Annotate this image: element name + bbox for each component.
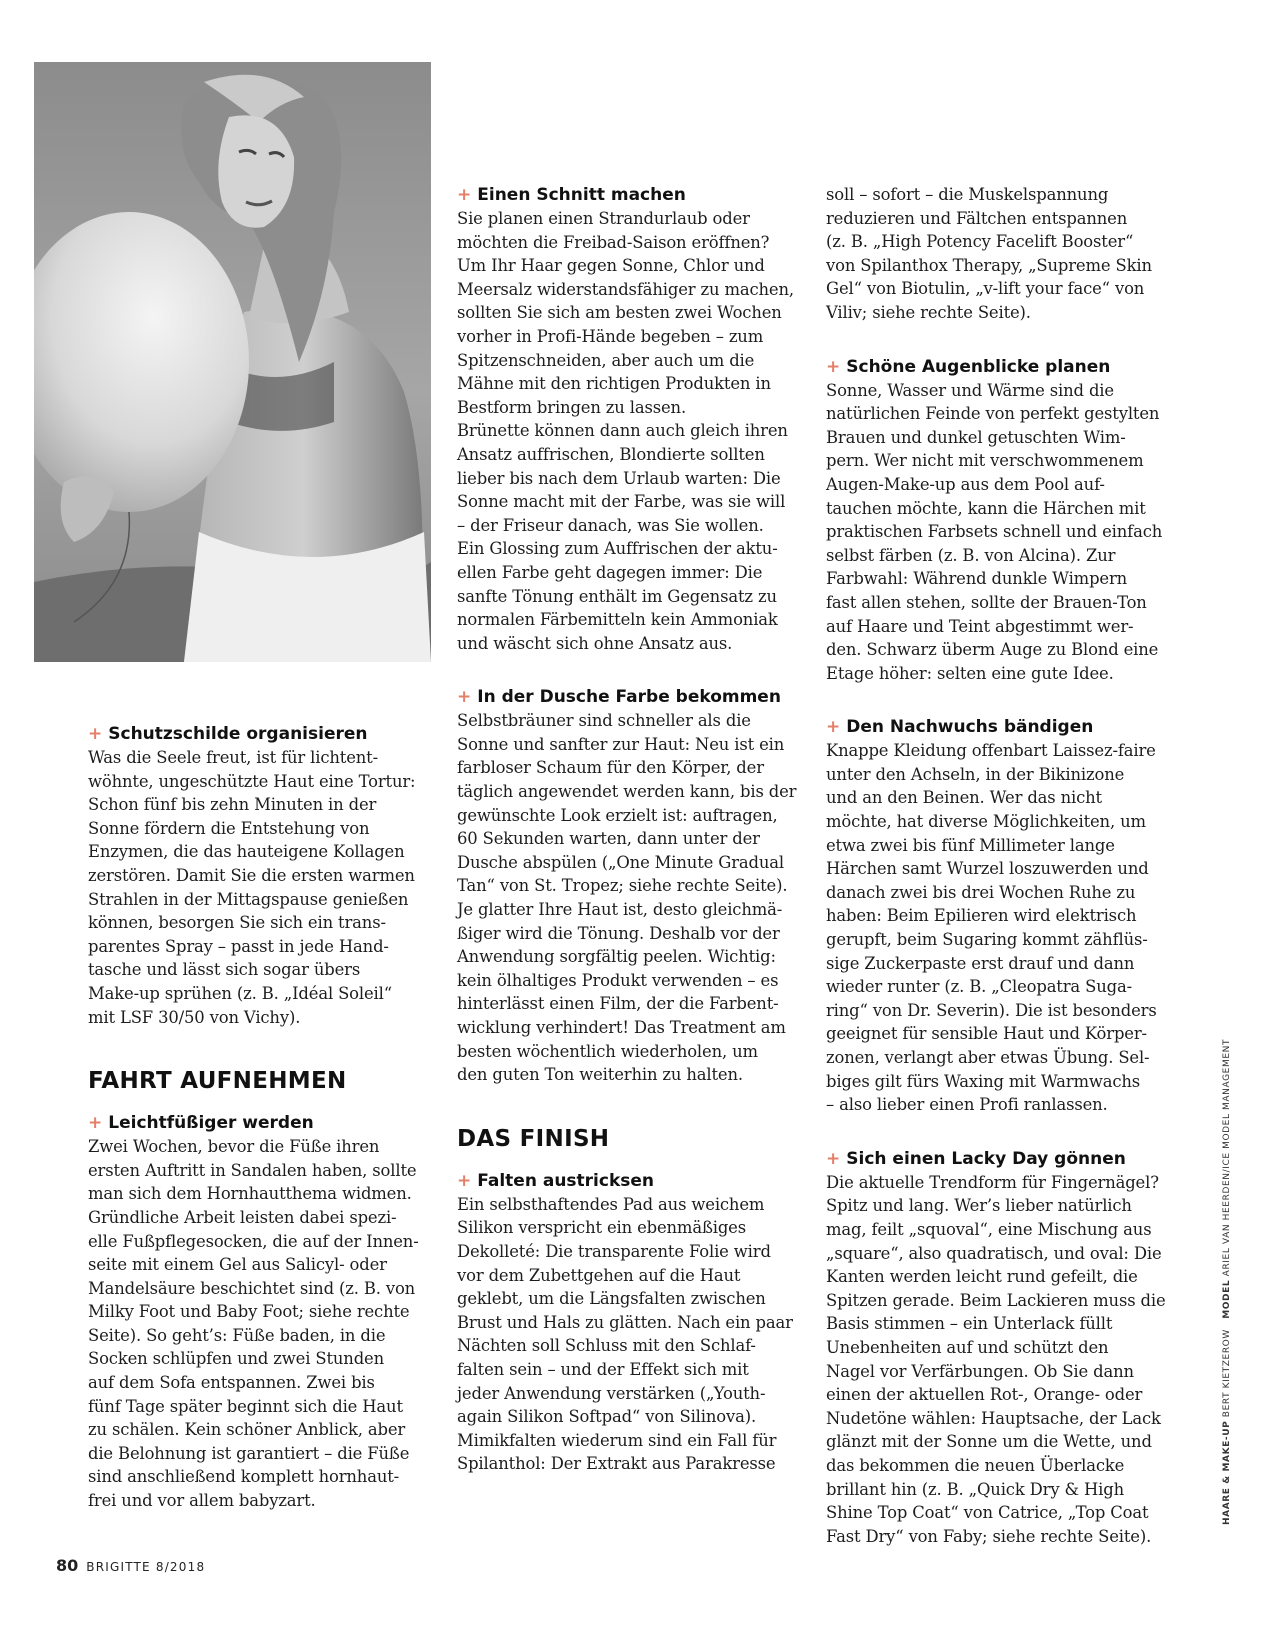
section-nachwuchs: [826, 715, 1171, 1117]
section-heading: [826, 355, 1171, 379]
plus-icon: +: [826, 717, 841, 738]
section-heading: [457, 1169, 802, 1193]
section-schnitt: [457, 183, 802, 655]
column-3: [826, 183, 1171, 1578]
section-dusche: [457, 685, 802, 1087]
plus-icon: +: [88, 724, 103, 744]
section-body: Knappe Kleidung offenbart Laissez-faire unter den Achseln, in der Bikinizone und an den Beinen. Wer das nicht möchte, hat diverse Möglichkeiten, um etwa zwei bis fünf Millimeter lange Härchen samt Wurzel loszuwerden und danach zwei bis drei Wochen Ruhe zu haben: Beim Epilieren wird elektrisch gerupft, beim Sugaring kommt zähflüs- sige Zuckerpaste erst drauf und dann wieder runter (z. B. „Cleopatra Suga- ring“ von Dr. Severin). Die ist besonders geeignet für sensible Haut und Körper- zonen, verlangt aber etwas Übung. Sel- biges gilt fürs Waxing mit Warmwachs – also lieber einen Profi ranlassen.: [826, 741, 1157, 1115]
section-augenblicke: [826, 355, 1171, 686]
plus-icon: +: [826, 1148, 841, 1169]
column-1: [88, 722, 433, 1543]
section-body: Sonne, Wasser und Wärme sind die natürlichen Feinde von perfekt gestylten Brauen und dunkel getuschten Wim- pern. Wer nicht mit verschwommenem Augen-Make-up aus dem Pool auf- tauchen möchte, kann die Härchen mit praktischen Farbsets schnell und einfach selbst färben (z. B. von Alcina). Zur Farbwahl: Während dunkle Wimpern fast allen stehen, sollte der Brauen-Ton auf Haare und Teint abgestimmt wer- den. Schwarz überm Auge zu Blond eine Etage höher: selten eine gute Idee.: [826, 380, 1163, 683]
plus-icon: +: [457, 687, 472, 708]
section-heading: [826, 715, 1171, 739]
magazine-issue: BRIGITTE 8/2018: [86, 1560, 206, 1574]
model-photo: [34, 62, 431, 662]
photo-credits: [1222, 1039, 1232, 1525]
section-body: Ein selbsthaftendes Pad aus weichem Silikon verspricht ein ebenmäßiges Dekolleté: Die transparente Folie wird vor dem Zubettgehen auf die Haut geklebt, um die Längsfalten zwischen Brust und Hals zu glätten. Nach ein paar Nächten soll Schluss mit den Schlaf- falten sein – und der Effekt sich mit jeder Anwendung verstärken („Youth- again Silikon Softpad“ von Silinova). Mimikfalten wiederum sind ein Fall für Spilanthol: Der Extrakt aus Parakresse: [457, 1194, 793, 1474]
section-heading: [457, 685, 802, 709]
section-body: Selbstbräuner sind schneller als die Sonne und sanfter zur Haut: Neu ist ein farbloser Schaum für den Körper, der täglich angewendet werden kann, bis der gewünschte Look erzielt ist: auftragen, 60 Sekunden warten, dann unter der Dusche abspülen („One Minute Gradual Tan“ von St. Tropez; siehe rechte Seite). Je glatter Ihre Haut ist, desto gleichmä- ßiger wird die Tönung. Deshalb vor der Anwendung sorgfältig peelen. Wichtig: kein ölhaltiges Produkt verwenden – es hinterlässt einen Film, der die Farbent- wicklung verhindert! Das Treatment am besten wöchentlich wiederholen, um den guten Ton weiterhin zu halten.: [457, 711, 797, 1085]
section-heading-text: Den Nachwuchs bändigen: [846, 717, 1094, 738]
page-footer: [56, 1556, 205, 1575]
credit-model-label: MODEL: [1222, 1279, 1232, 1319]
section-heading: [88, 722, 433, 746]
plus-icon: +: [88, 1113, 103, 1134]
major-title-das-finish: DAS FINISH: [457, 1125, 610, 1152]
section-heading-text: Schöne Augenblicke planen: [846, 356, 1111, 377]
section-body: Sie planen einen Strandurlaub oder möchten die Freibad-Saison eröffnen? Um Ihr Haar gegen Sonne, Chlor und Meersalz widerstandsfähiger zu machen, sollten Sie sich am besten zwei Wochen vorher in Profi-Hände begeben – zum Spitzenschneiden, aber auch um die Mähne mit den richtigen Produkten in Bestform bringen zu lassen. Brünette können dann auch gleich ihren Ansatz auffrischen, Blondierte sollten lieber bis nach dem Urlaub warten: Die Sonne macht mit der Farbe, was sie will – der Friseur danach, was Sie wollen. Ein Glossing zum Auffrischen der aktu- ellen Farbe geht dagegen immer: Die sanfte Tönung enthält im Gegensatz zu normalen Färbemitteln kein Ammoniak und wäscht sich ohne Ansatz aus.: [457, 209, 794, 653]
credit-model-name: ARIEL VAN HEERDEN/ICE MODEL MANAGEMENT: [1222, 1038, 1232, 1277]
section-body: Zwei Wochen, bevor die Füße ihren ersten Auftritt in Sandalen haben, sollte man sich dem Hornhautthema widmen. Gründliche Arbeit leisten dabei spezi- elle Fußpflegesocken, die auf der Innen- seite mit einem Gel aus Salicyl- oder Mandelsäure beschichtet sind (z. B. von Milky Foot und Baby Foot; siehe rechte Seite). So geht’s: Füße baden, in die Socken schlüpfen und zwei Stunden auf dem Sofa entspannen. Zwei bis fünf Tage später beginnt sich die Haut zu schälen. Kein schöner Anblick, aber die Belohnung ist garantiert – die Füße sind anschließend komplett hornhaut- frei und vor allem babyzart.: [88, 1137, 419, 1511]
section-heading-text: Falten austricksen: [477, 1170, 655, 1191]
plus-icon: +: [457, 185, 472, 205]
credit-hair-name: BERT KIETZEROW: [1222, 1329, 1232, 1418]
section-lacky-day: [826, 1147, 1171, 1549]
section-body: Was die Seele freut, ist für lichtent- wöhnte, ungeschützte Haut eine Tortur: Schon fünf bis zehn Minuten in der Sonne fördern die Entstehung von Enzymen, die das hauteigene Kollagen zerstören. Damit Sie die ersten warmen Strahlen in der Mittagspause genießen können, besorgen Sie sich ein trans- parentes Spray – passt in jede Hand- tasche und lässt sich sogar übers Make-up sprühen (z. B. „Idéal Soleil“ mit LSF 30/50 von Vichy).: [88, 748, 416, 1027]
major-title-fahrt-aufnehmen: FAHRT AUFNEHMEN: [88, 1068, 347, 1095]
section-schutzschilde: [88, 722, 433, 1029]
section-heading-text: Schutzschilde organisieren: [108, 724, 368, 744]
section-leichtfuessiger: [88, 1111, 433, 1513]
section-continued: [826, 183, 1171, 325]
section-heading: [457, 183, 802, 207]
section-body: Die aktuelle Trendform für Fingernägel? Spitz und lang. Wer’s lieber natürlich mag, feilt „squoval“, eine Mischung aus „square“, also quadratisch, und oval: Die Kanten werden leicht rund gefeilt, die Spitzen gerade. Beim Lackieren muss die Basis stimmen – ein Unterlack füllt Unebenheiten auf und schützt den Nagel vor Verfärbungen. Ob Sie dann einen der aktuellen Rot-, Orange- oder Nudetöne wählen: Hauptsache, der Lack glänzt mit der Sonne um die Wette, und das bekommen die neuen Überlacke brillant hin (z. B. „Quick Dry & High Shine Top Coat“ von Catrice, „Top Coat Fast Dry“ von Faby; siehe rechte Seite).: [826, 1172, 1166, 1546]
section-heading-text: Einen Schnitt machen: [477, 185, 686, 205]
plus-icon: +: [457, 1170, 472, 1191]
section-heading: [826, 1147, 1171, 1171]
column-2: [457, 183, 802, 1506]
continued-text: soll – sofort – die Muskelspannung reduzieren und Fältchen entspannen (z. B. „High Potency Facelift Booster“ von Spilanthox Therapy, „Supreme Skin Gel“ von Biotulin, „v-lift your face“ von Viliv; siehe rechte Seite).: [826, 185, 1152, 322]
credit-hair-label: HAARE & MAKE-UP: [1222, 1420, 1232, 1525]
section-falten: [457, 1169, 802, 1476]
section-heading: [88, 1111, 433, 1135]
model-photo-illustration: [34, 62, 431, 662]
section-heading-text: Sich einen Lacky Day gönnen: [846, 1148, 1126, 1169]
plus-icon: +: [826, 356, 841, 377]
section-heading-text: In der Dusche Farbe bekommen: [477, 687, 781, 708]
section-heading-text: Leichtfüßiger werden: [108, 1113, 314, 1134]
page-number: 80: [56, 1556, 79, 1575]
